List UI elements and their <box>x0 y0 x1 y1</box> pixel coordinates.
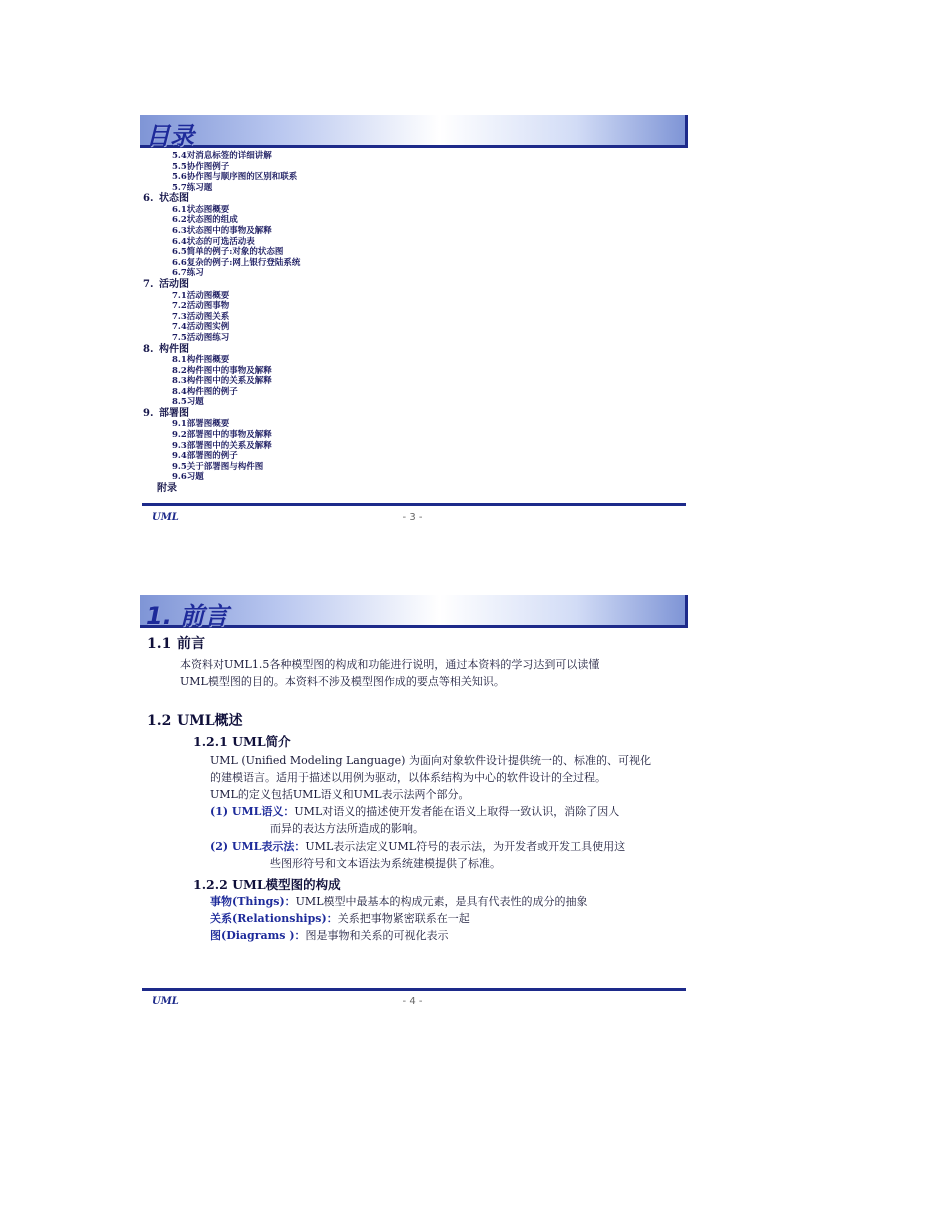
footer-rule <box>142 503 686 506</box>
toc-entry: 6.3状态图中的事物及解释 <box>172 226 272 237</box>
list-item-notation <box>210 838 625 872</box>
toc-entry: 9.1部署图概要 <box>172 419 230 430</box>
section-number: 1.2 <box>147 713 172 729</box>
section-heading-1-1 <box>147 633 205 653</box>
toc-appendix-entry: 附录 <box>157 483 177 495</box>
toc-entry: 7.3活动图关系 <box>172 311 230 322</box>
toc-entry: 8.3构件图中的关系及解释 <box>172 376 272 387</box>
paragraph-1-2-1 <box>210 752 651 803</box>
toc-section-entry <box>143 279 683 291</box>
list-item-text: UML对语义的描述使开发者能在语义上取得一致认识，消除了因人 <box>294 805 620 818</box>
toc-section-entry <box>143 408 683 420</box>
toc-entry: 8.5习题 <box>172 397 204 408</box>
toc-section-title: 构件图 <box>159 343 189 355</box>
paragraph-line: UML (Unified Modeling Language) 为面向对象软件设计提供统一的、标准的、可视化 <box>210 754 651 767</box>
definition-term: 图(Diagrams )： <box>210 929 306 942</box>
toc-entry: 7.1活动图概要 <box>172 290 230 301</box>
page-number: - 3 - <box>402 512 423 523</box>
toc-section-entry <box>143 193 683 205</box>
section-title: 前言 <box>177 636 205 652</box>
toc-entry: 9.3部署图中的关系及解释 <box>172 440 272 451</box>
toc-section-title: 部署图 <box>159 407 189 419</box>
definition-text: 图是事物和关系的可视化表示 <box>305 929 449 942</box>
toc-entry: 5.7练习题 <box>172 182 213 193</box>
paragraph-line: 的建模语言。适用于描述以用例为驱动，以体系结构为中心的软件设计的全过程。 <box>210 771 606 784</box>
definition-relationships <box>210 910 588 927</box>
toc-entry: 8.1构件图概要 <box>172 355 230 365</box>
subsection-heading-1-2-1: 1.2.1 UML简介 <box>193 734 291 749</box>
page-number: - 4 - <box>402 996 423 1007</box>
toc-entry: 9.4部署图的例子 <box>172 451 238 462</box>
chapter-title-banner <box>140 595 688 628</box>
section-number: 1.1 <box>147 636 172 652</box>
list-item-label: (1) UML语义： <box>210 805 295 818</box>
toc-title: 目录 <box>146 122 194 150</box>
toc-section-entry <box>143 344 683 356</box>
chapter-title: 1. 前言 <box>146 602 229 630</box>
list-item-label: (2) UML表示法： <box>210 840 306 853</box>
toc-entry: 6.5简单的例子:对象的状态图 <box>172 247 284 258</box>
paragraph-line: 本资料对UML1.5各种模型图的构成和功能进行说明，通过本资料的学习达到可以读懂 <box>180 658 600 671</box>
toc-entry: 6.2状态图的组成 <box>172 215 238 226</box>
paragraph-1-1 <box>180 656 599 690</box>
paragraph-line: UML的定义包括UML语义和UML表示法两个部分。 <box>210 788 470 801</box>
toc-entry: 7.5活动图练习 <box>172 332 230 343</box>
toc-section-title: 活动图 <box>159 279 189 291</box>
toc-entry: 9.2部署图中的事物及解释 <box>172 430 272 441</box>
toc-entry: 8.4构件图的例子 <box>172 386 238 397</box>
definition-term: 关系(Relationships)： <box>210 912 338 925</box>
toc-section-number: 9. <box>143 407 154 419</box>
toc-list <box>143 151 683 495</box>
toc-title-banner <box>140 115 688 148</box>
definition-things <box>210 893 588 910</box>
toc-entry: 5.6协作图与顺序图的区别和联系 <box>172 172 298 183</box>
footer-logo: UML <box>152 996 179 1007</box>
list-item-semantics <box>210 803 619 837</box>
toc-entry: 6.7练习 <box>172 268 204 279</box>
subsection-heading-1-2-2: 1.2.2 UML模型图的构成 <box>193 877 341 892</box>
toc-entry: 9.5关于部署图与构件图 <box>172 461 264 472</box>
toc-section-number: 7. <box>143 279 154 291</box>
toc-entry: 6.6复杂的例子:网上银行登陆系统 <box>172 257 301 268</box>
footer-rule <box>142 988 686 991</box>
definition-diagrams <box>210 927 588 944</box>
list-item-text: UML表示法定义UML符号的表示法，为开发者或开发工具使用这 <box>305 840 626 853</box>
toc-entry: 8.2构件图中的事物及解释 <box>172 365 272 376</box>
section-heading-1-2 <box>147 710 243 730</box>
list-item-continuation: 而异的表达方法所造成的影响。 <box>270 822 424 835</box>
toc-entry: 6.1状态图概要 <box>172 204 230 215</box>
toc-section-title: 状态图 <box>159 193 189 205</box>
toc-entry: 5.4对消息标签的详细讲解 <box>172 151 272 161</box>
toc-entry: 6.4状态的可选活动表 <box>172 236 255 247</box>
toc-page <box>0 0 950 560</box>
definition-term: 事物(Things)： <box>210 895 296 908</box>
footer-logo: UML <box>152 512 179 523</box>
toc-entry: 9.6习题 <box>172 472 204 483</box>
definition-text: UML模型中最基本的构成元素，是具有代表性的成分的抽象 <box>295 895 588 908</box>
toc-entry: 7.2活动图事物 <box>172 301 230 312</box>
paragraph-line: UML模型图的目的。本资料不涉及模型图作成的要点等相关知识。 <box>180 675 505 688</box>
preface-page <box>0 560 950 1060</box>
list-item-continuation: 些图形符号和文本语法为系统建模提供了标准。 <box>270 857 501 870</box>
toc-section-number: 8. <box>143 343 154 355</box>
section-title: UML概述 <box>177 713 243 729</box>
definition-list <box>210 893 588 944</box>
toc-entry: 7.4活动图实例 <box>172 322 230 333</box>
toc-section-number: 6. <box>143 193 154 205</box>
definition-text: 关系把事物紧密联系在一起 <box>337 912 470 925</box>
toc-entry: 5.5协作图例子 <box>172 161 230 172</box>
